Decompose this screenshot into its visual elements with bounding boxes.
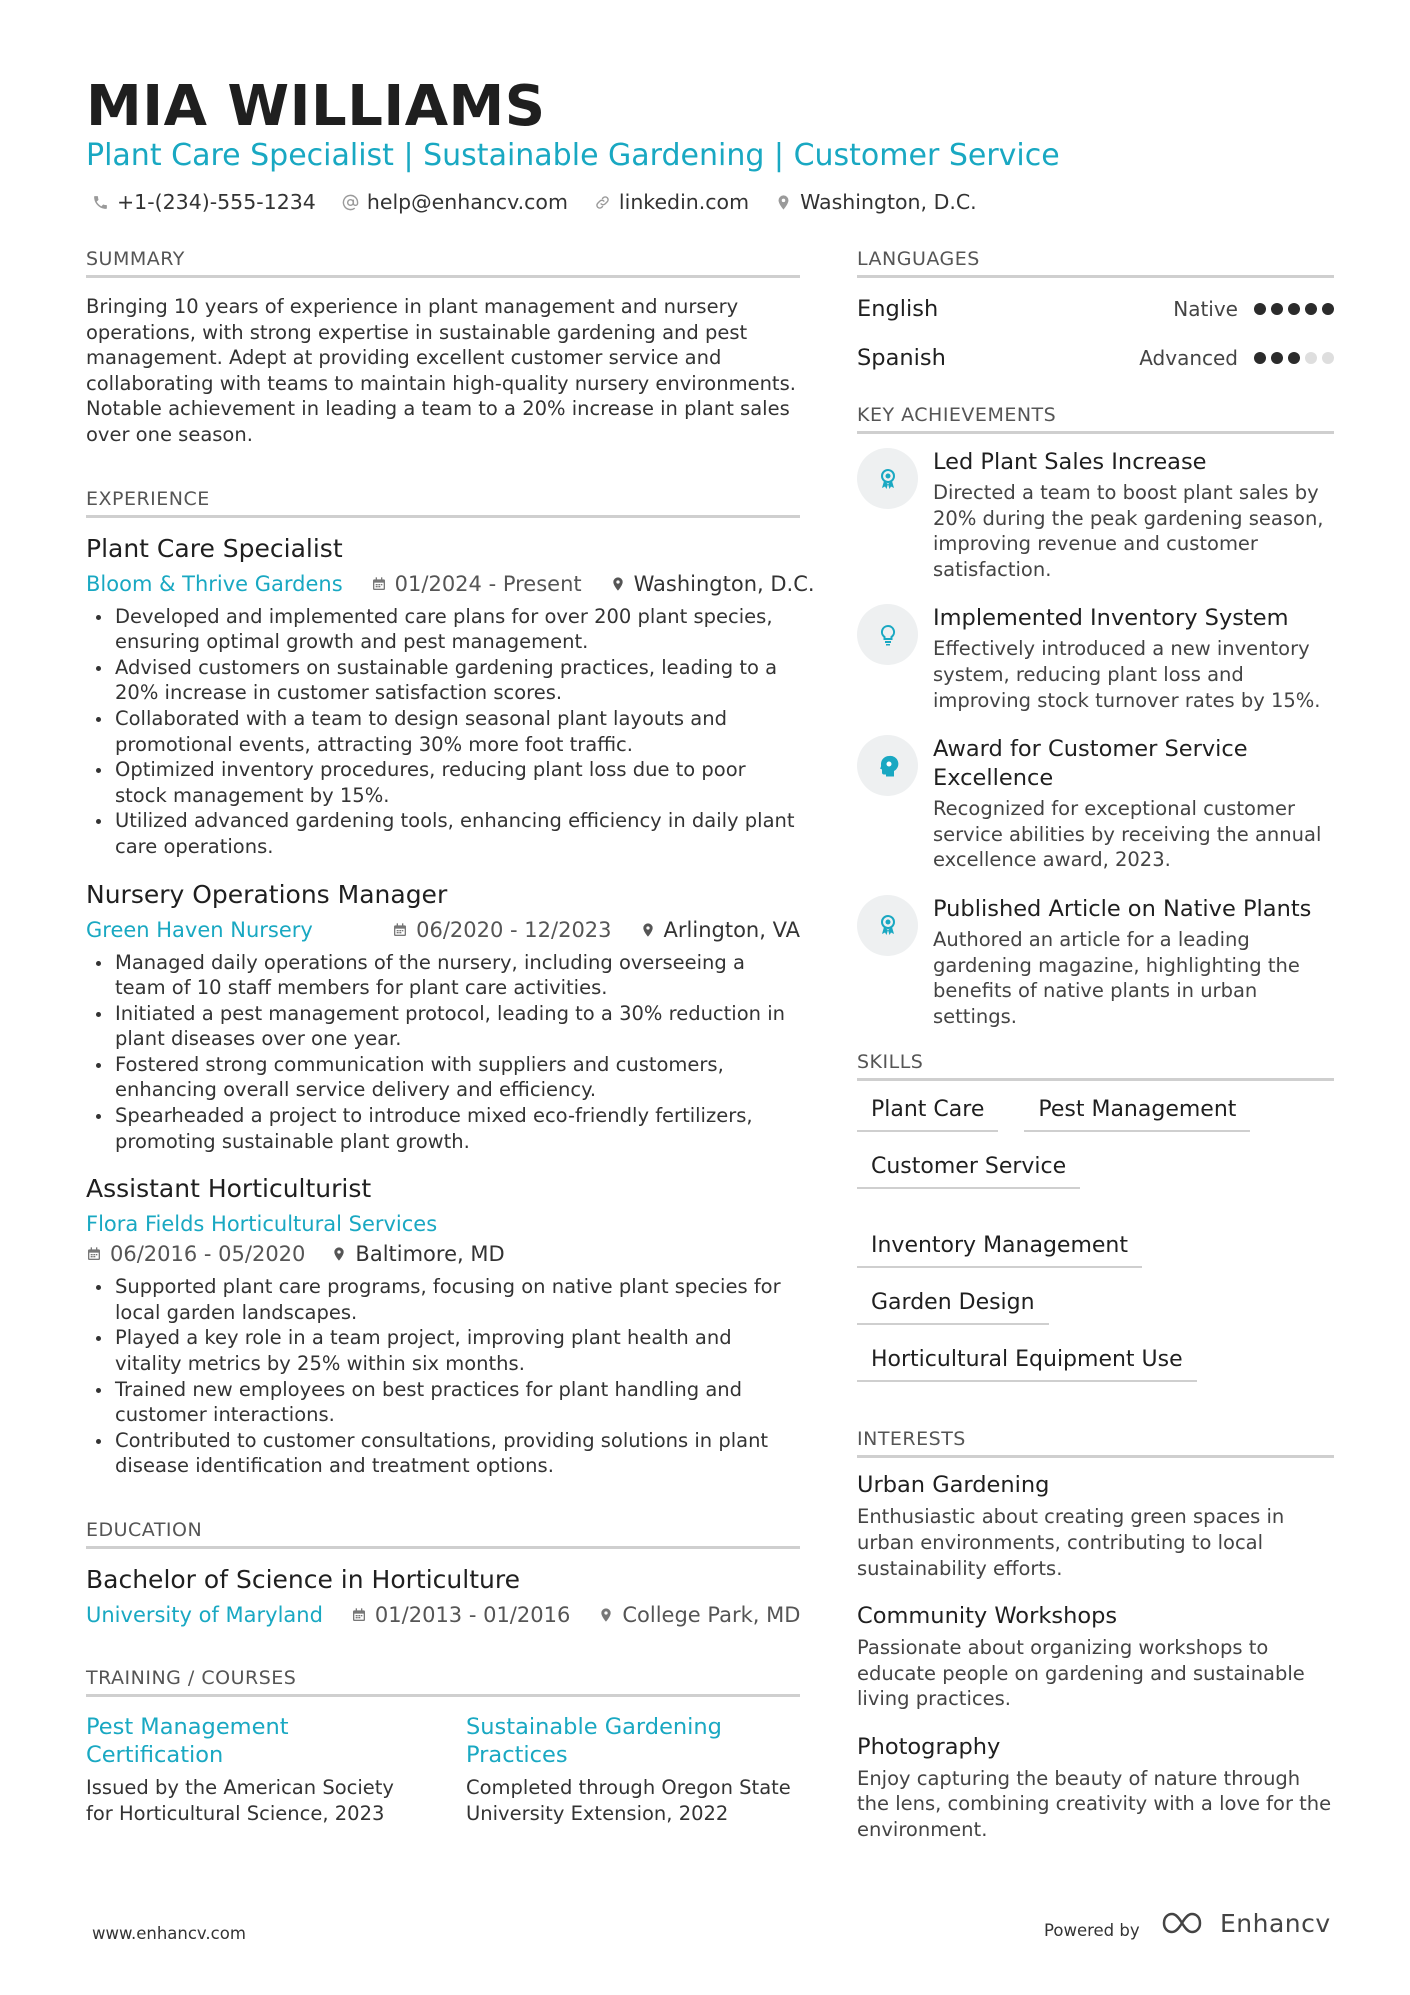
rating-dot: [1254, 303, 1266, 315]
language-name: English: [857, 295, 939, 322]
bullet-item: Developed and implemented care plans for over 200 plant species, ensuring optimal growth and pest management.: [86, 604, 800, 655]
language-rating: [1254, 352, 1334, 364]
right-column: [857, 248, 1334, 1865]
course-desc: Completed through Oregon State University Extension, 2022: [466, 1776, 791, 1825]
contact-phone: [92, 190, 316, 214]
skill-list: [857, 1095, 1334, 1382]
bullet-item: Spearheaded a project to introduce mixed eco-friendly fertilizers, promoting sustainable plant growth.: [86, 1103, 800, 1154]
job-dates-text: 01/2024 - Present: [394, 571, 582, 596]
summary-section: [86, 248, 800, 448]
course-item: [86, 1713, 420, 1826]
rating-dot: [1322, 303, 1334, 315]
achievement-desc: Effectively introduced a new inventory system, reducing plant loss and improving stock turnover rates by 15%.: [933, 637, 1321, 712]
job-title: Assistant Horticulturist: [86, 1174, 372, 1204]
job-entry: [86, 1174, 800, 1479]
footer-powered-by: Powered by: [1044, 1921, 1140, 1940]
education-location-text: College Park, MD: [622, 1603, 801, 1627]
achievement-desc: Authored an article for a leading gardening magazine, highlighting the benefits of native plants in urban settings.: [933, 927, 1300, 1028]
company-name: Green Haven Nursery: [86, 917, 313, 942]
achievement-body: [933, 604, 1334, 713]
achievement-title: Published Article on Native Plants: [933, 895, 1312, 922]
interest-title: Urban Gardening: [857, 1472, 1050, 1499]
award-ribbon-icon: [857, 895, 918, 956]
bullet-item: Played a key role in a team project, improving plant health and vitality metrics by 25% within six months.: [86, 1325, 800, 1376]
achievement-title: Implemented Inventory System: [933, 605, 1289, 632]
skill-tag: Horticultural Equipment Use: [857, 1347, 1197, 1382]
training-section: [86, 1667, 800, 1826]
bullet-item: Advised customers on sustainable gardening practices, leading to a 20% increase in customer satisfaction scores.: [86, 655, 800, 706]
email-text[interactable]: help@enhancv.com: [366, 190, 568, 214]
language-name: Spanish: [857, 344, 946, 371]
language-row: [857, 284, 1334, 333]
interest-desc: Enthusiastic about creating green spaces in urban environments, contributing to local sustainability efforts.: [857, 1505, 1285, 1580]
job-title: Nursery Operations Manager: [86, 879, 448, 909]
job-bullets: [86, 604, 800, 860]
achievement-body: [933, 448, 1334, 582]
bullet-item: Trained new employees on best practices for plant handling and customer interactions.: [86, 1377, 800, 1428]
interest-desc: Enjoy capturing the beauty of nature through the lens, combining creativity with a love for the environment.: [857, 1766, 1332, 1842]
calendar-icon: [392, 922, 408, 938]
headline: Plant Care Specialist | Sustainable Gardening | Customer Service: [86, 138, 1060, 173]
summary-text: Bringing 10 years of experience in plant management and nursery operations, with strong expertise in sustainable gardening and pest management. Adept at providing excellent customer service and collaborating with teams to maintain high-quality nursery environments. Notable achievement in leading a team to a 20% increase in plant sales over one season.: [86, 295, 796, 446]
job-bullets: [86, 950, 800, 1155]
location-pin-icon: [610, 576, 626, 592]
award-ribbon-icon: [857, 448, 918, 509]
interests-section: [857, 1428, 1334, 1842]
interest-item: [857, 1472, 1334, 1581]
education-dates-text: 01/2013 - 01/2016: [374, 1603, 571, 1627]
language-level: Native: [1173, 296, 1238, 321]
language-row: [857, 333, 1334, 382]
job-bullets: [86, 1274, 800, 1479]
job-dates: [86, 1242, 305, 1266]
interest-desc: Passionate about organizing workshops to educate people on gardening and sustainable living practices.: [857, 1636, 1305, 1711]
rating-dot: [1271, 303, 1283, 315]
enhancv-logo[interactable]: [1160, 1908, 1331, 1938]
job-meta: [86, 918, 800, 942]
languages-section: [857, 248, 1334, 382]
achievement-item: [857, 604, 1334, 713]
job-location-text: Washington, D.C.: [633, 571, 815, 596]
bullet-item: Managed daily operations of the nursery, including overseeing a team of 10 staff members for plant care activities.: [86, 950, 800, 1001]
bullet-item: Contributed to customer consultations, providing solutions in plant disease identification and treatment options.: [86, 1428, 800, 1479]
rating-dot: [1305, 352, 1317, 364]
skill-tag: Plant Care: [857, 1097, 998, 1132]
job-title: Plant Care Specialist: [86, 533, 343, 563]
bullet-item: Collaborated with a team to design seasonal plant layouts and promotional events, attracting 30% more foot traffic.: [86, 706, 800, 757]
enhancv-logo-icon: [1160, 1908, 1210, 1938]
achievement-title: Award for Customer Service Excellence: [933, 736, 1248, 792]
rating-dot: [1288, 352, 1300, 364]
rating-dot: [1322, 352, 1334, 364]
bullet-item: Supported plant care programs, focusing on native plant species for local garden landscapes.: [86, 1274, 800, 1325]
course-title: Pest Management Certification: [86, 1714, 289, 1768]
interest-title: Community Workshops: [857, 1603, 1118, 1630]
bullet-item: Utilized advanced gardening tools, enhancing efficiency in daily plant care operations.: [86, 808, 800, 859]
lightbulb-icon: [857, 604, 918, 665]
link-icon: [594, 194, 611, 211]
section-title-summary: SUMMARY: [86, 248, 800, 278]
section-title-achievements: KEY ACHIEVEMENTS: [857, 404, 1334, 434]
job-meta: [86, 571, 815, 596]
job-dates-text: 06/2016 - 05/2020: [110, 1242, 306, 1267]
job-dates: [392, 918, 611, 942]
skills-section: [857, 1051, 1334, 1382]
interest-item: [857, 1603, 1334, 1712]
course-desc: Issued by the American Society for Horticultural Science, 2023: [86, 1776, 394, 1825]
education-location: [598, 1603, 800, 1627]
section-title-skills: SKILLS: [857, 1051, 1334, 1081]
footer-url[interactable]: www.enhancv.com: [92, 1924, 246, 1943]
contact-location: [775, 190, 977, 214]
job-location: [610, 572, 815, 596]
candidate-name: MIA WILLIAMS: [86, 74, 546, 139]
company-name: Bloom & Thrive Gardens: [86, 571, 343, 596]
job-location-text: Baltimore, MD: [355, 1242, 505, 1267]
contact-email: [342, 190, 568, 214]
calendar-icon: [371, 576, 387, 592]
left-column: [86, 248, 815, 1826]
job-location: [640, 918, 800, 942]
course-item: [466, 1713, 800, 1826]
achievement-item: [857, 735, 1334, 873]
bullet-item: Fostered strong communication with suppliers and customers, enhancing overall service delivery and efficiency.: [86, 1052, 800, 1103]
achievement-item: [857, 448, 1334, 582]
bullet-item: Optimized inventory procedures, reducing plant loss due to poor stock management by 15%.: [86, 757, 800, 808]
section-title-training: TRAINING / COURSES: [86, 1667, 800, 1697]
contact-linkedin: [594, 190, 749, 214]
achievement-item: [857, 895, 1334, 1029]
section-title-interests: INTERESTS: [857, 1428, 1334, 1458]
achievement-desc: Directed a team to boost plant sales by 20% during the peak gardening season, improving revenue and customer satisfaction.: [933, 481, 1324, 581]
location-pin-icon: [775, 194, 792, 211]
job-location-text: Arlington, VA: [663, 917, 800, 942]
skill-tag: Pest Management: [1024, 1097, 1250, 1132]
interest-title: Photography: [857, 1733, 1001, 1760]
job-dates: [371, 572, 582, 596]
bullet-item: Initiated a pest management protocol, leading to a 30% reduction in plant diseases over one year.: [86, 1001, 800, 1052]
phone-icon: [92, 194, 109, 211]
language-rating: [1254, 303, 1334, 315]
linkedin-text[interactable]: linkedin.com: [618, 190, 750, 214]
location-pin-icon: [640, 922, 656, 938]
course-list: [86, 1713, 800, 1826]
skill-tag: Garden Design: [857, 1290, 1049, 1325]
job-entry: [86, 880, 800, 1155]
achievement-title: Led Plant Sales Increase: [933, 449, 1207, 475]
phone-text[interactable]: +1-(234)-555-1234: [117, 190, 316, 214]
contact-bar: [92, 190, 977, 214]
job-meta-row: [86, 1242, 800, 1266]
achievements-section: [857, 404, 1334, 1029]
skill-tag: Inventory Management: [857, 1233, 1142, 1268]
section-title-education: EDUCATION: [86, 1519, 800, 1549]
location-pin-icon: [331, 1246, 347, 1262]
section-title-languages: LANGUAGES: [857, 248, 1334, 278]
interest-item: [857, 1734, 1334, 1843]
achievement-desc: Recognized for exceptional customer service abilities by receiving the annual excellence award, 2023.: [933, 797, 1322, 872]
rating-dot: [1254, 352, 1266, 364]
section-title-experience: EXPERIENCE: [86, 488, 800, 518]
rating-dot: [1271, 352, 1283, 364]
course-title: Sustainable Gardening Practices: [466, 1714, 722, 1768]
head-idea-icon: [857, 735, 918, 796]
achievement-body: [933, 895, 1334, 1029]
education-section: [86, 1519, 800, 1627]
experience-section: [86, 487, 815, 1479]
education-dates: [351, 1603, 570, 1627]
job-meta: [86, 1212, 800, 1236]
rating-dot: [1288, 303, 1300, 315]
location-pin-icon: [598, 1607, 614, 1623]
degree-title: Bachelor of Science in Horticulture: [86, 1565, 520, 1594]
calendar-icon: [86, 1246, 102, 1262]
language-level: Advanced: [1139, 345, 1238, 370]
calendar-icon: [351, 1607, 367, 1623]
company-name: Flora Fields Horticultural Services: [86, 1212, 438, 1237]
job-dates-text: 06/2020 - 12/2023: [416, 917, 612, 942]
at-icon: [342, 194, 359, 211]
job-location: [331, 1242, 504, 1266]
school-name: University of Maryland: [86, 1603, 323, 1627]
achievement-body: [933, 735, 1334, 873]
location-text: Washington, D.C.: [800, 190, 977, 214]
enhancv-logo-text: Enhancv: [1220, 1908, 1331, 1938]
education-meta: [86, 1603, 800, 1627]
rating-dot: [1305, 303, 1317, 315]
job-entry: [86, 533, 815, 860]
skill-tag: Customer Service: [857, 1154, 1080, 1189]
